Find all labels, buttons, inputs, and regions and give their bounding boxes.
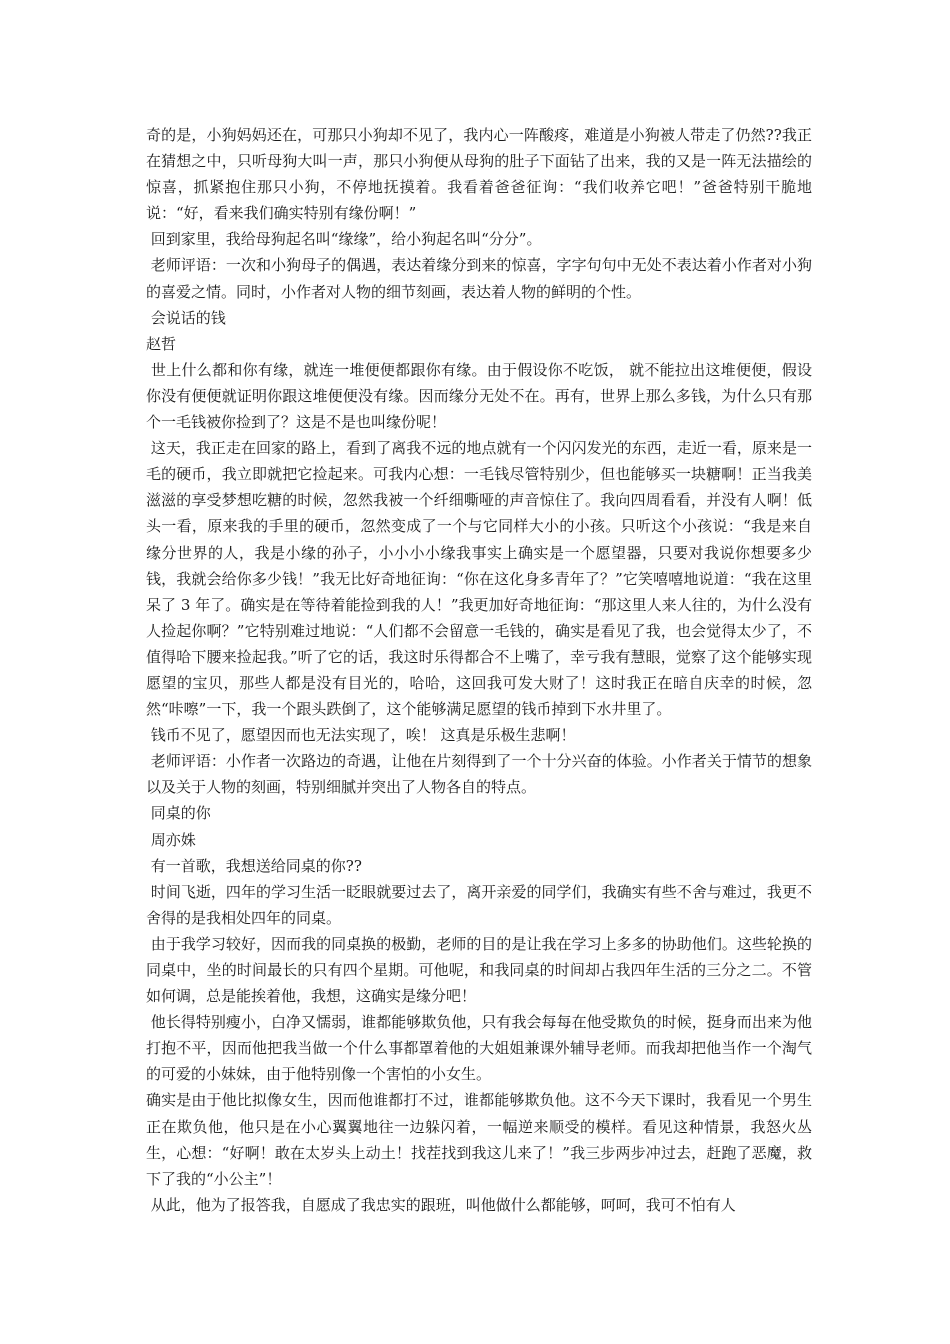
paragraph-story-ending: 奇的是，小狗妈妈还在，可那只小狗却不见了，我内心一阵酸疼，难道是小狗被人带走了仍然??我正在猜想之中，只听母狗大叫一声，那只小狗便从母狗的肚子下面钻了出来，我的又是一阵无法描绘的惊喜，抓紧抱住那只小狗，不停地抚摸着。我看着爸爸征询：“我们收养它吧！”爸爸特别干脆地说：“好，看来我们确实特别有缘份啊！” [146, 126, 812, 223]
paragraph-time-flies: 时间飞逝，四年的学习生活一眨眼就要过去了，离开亲爱的同学们，我确实有些不舍与难过，我更不舍得的是我相处四年的同桌。 [146, 882, 812, 927]
teacher-comment-1: 老师评语：一次和小狗母子的偶遇，表达着缘分到来的惊喜，字字句句中无处不表达着小作者对小狗的喜爱之情。同时，小作者对人物的细节刻画，表达着人物的鲜明的个性。 [146, 256, 812, 301]
essay-title-talking-money: 会说话的钱 [146, 308, 226, 327]
paragraph-coin-lost: 钱币不见了，愿望因而也无法实现了，唉！ 这真是乐极生悲啊！ [146, 726, 576, 745]
paragraph-song: 有一首歌，我想送给同桌的你?? [146, 856, 362, 875]
paragraph-coin-story: 这天，我正走在回家的路上，看到了离我不远的地点就有一个闪闪发光的东西，走近一看，原来是一毛的硬币，我立即就把它捡起来。可我内心想：一毛钱尽管特别少，但也能够买一块糖啊！正当我美滋滋的享受梦想吃糖的时候，忽然我被一个纤细嘶哑的声音惊住了。我向四周看看，并没有人啊！低头一看，原来我的手里的硬币，忽然变成了一个与它同样大小的小孩。只听这个小孩说：“我是来自缘分世界的人，我是小缘的孙子，小小小小缘我事实上确实是一个愿望器，只要对我说你想要多少钱，我就会给你多少钱！”我无比好奇地征询：“你在这化身多青年了？”它笑嘻嘻地说道：“我在这里呆了 3 年了。确实是在等待着能捡到我的人！”我更加好奇地征询：“那这里人来人往的，为什么没有人捡起你啊？”它特别难过地说：“人们都不会留意一毛钱的，确实是看见了我，也会觉得太少了，不值得哈下腰来捡起我。”听了它的话，我这时乐得都合不上嘴了，幸亏我有慧眼，觉察了这个能够实现愿望的宝贝，那些人都是没有目光的，哈哈，这回我可发大财了！这时我正在暗自庆幸的时候，忽然“咔嚓”一下，我一个跟头跌倒了，这个能够满足愿望的钱币掉到下水井里了。 [146, 439, 812, 719]
paragraph-loyal-follower: 从此，他为了报答我，自愿成了我忠实的跟班，叫他做什么都能够，呵呵，我可不怕有人 [146, 1195, 736, 1214]
paragraph-fate-intro: 世上什么都和你有缘，就连一堆便便都跟你有缘。由于假设你不吃饭， 就不能拉出这堆便便，假设你没有便便就证明你跟这堆便便没有缘。因而缘分无处不在。再有，世界上那么多钱，为什么只有那个一毛钱被你捡到了？这是不是也叫缘份呢！ [146, 360, 812, 432]
essay-title-deskmate: 同桌的你 [146, 804, 211, 823]
essay-author-zhou-yishu: 周亦姝 [146, 830, 196, 849]
paragraph-rescue: 确实是由于他比拟像女生，因而他谁都打不过，谁都能够欺负他。这不今天下课时，我看见一个男生正在欺负他，他只是在小心翼翼地往一边躲闪着，一幅逆来顺受的模样。看见这种情景，我怒火丛生，心想：“好啊！敢在太岁头上动土！找茬找到我这儿来了！”我三步两步冲过去，赶跑了恶魔，救下了我的“小公主”！ [146, 1091, 812, 1188]
paragraph-naming-dogs: 回到家里，我给母狗起名叫“缘缘”，给小狗起名叫“分分”。 [146, 230, 542, 249]
document-body [146, 122, 812, 1218]
paragraph-deskmate-description: 他长得特别瘦小，白净又懦弱，谁都能够欺负他，只有我会每每在他受欺负的时候，挺身而出来为他打抱不平，因而他把我当做一个什么事都罩着他的大姐姐兼课外辅导老师。而我却把他当作一个淘气的可爱的小妹妹，由于他特别像一个害怕的小女生。 [146, 1013, 812, 1084]
paragraph-deskmate-changes: 由于我学习较好，因而我的同桌换的极勤，老师的目的是让我在学习上多多的协助他们。这些轮换的同桌中，坐的时间最长的只有四个星期。可他呢，和我同桌的时间却占我四年生活的三分之二。不管如何调，总是能挨着他，我想，这确实是缘分吧！ [146, 934, 812, 1006]
teacher-comment-2: 老师评语：小作者一次路边的奇遇，让他在片刻得到了一个十分兴奋的体验。小作者关于情节的想象以及关于人物的刻画，特别细腻并突出了人物各自的特点。 [146, 752, 812, 797]
essay-author-zhao-zhe: 赵哲 [146, 334, 177, 353]
